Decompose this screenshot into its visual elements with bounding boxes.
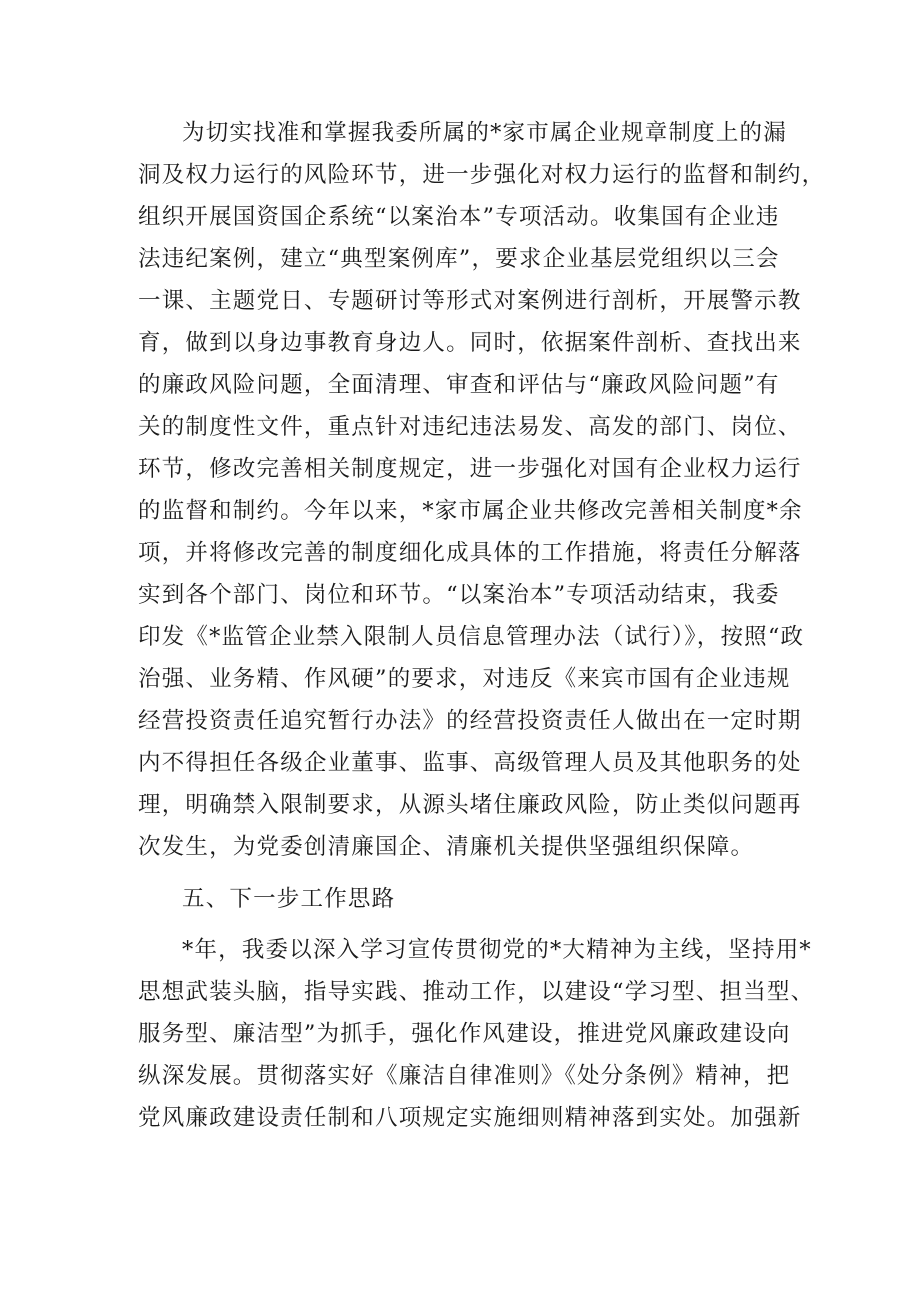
paragraph1-line: 一课、主题党日、专题研讨等形式对案例进行剖析，开展警示教 — [138, 288, 802, 314]
paragraph1-line: 的廉政风险问题，全面清理、审查和评估与“廉政风险问题”有 — [138, 372, 780, 398]
paragraph1-line: 实到各个部门、岗位和环节。“以案治本”专项活动结束，我委 — [138, 582, 780, 608]
paragraph1-line: 洞及权力运行的风险环节，进一步强化对权力运行的监督和制约， — [138, 162, 826, 188]
paragraph2-line: 纵深发展。贯彻落实好《廉洁自律准则》《处分条例》精神，把 — [138, 1063, 791, 1089]
paragraph2-line: 思想武装头脑，指导实践、推动工作，以建设“学习型、担当型、 — [138, 979, 815, 1005]
paragraph1-line: 组织开展国资国企系统“以案治本”专项活动。收集国有企业违 — [138, 204, 780, 230]
paragraph1-line: 印发《*监管企业禁入限制人员信息管理办法（试行）》，按照“政 — [138, 624, 805, 650]
paragraph1-line: 为切实找准和掌握我委所属的*家市属企业规章制度上的漏 — [182, 120, 787, 146]
paragraph1-line: 育，做到以身边事教育身边人。同时，依据案件剖析、查找出来 — [138, 330, 802, 356]
paragraph1-line: 的监督和制约。今年以来，*家市属企业共修改完善相关制度*余 — [138, 498, 803, 524]
paragraph1-line: 治强、业务精、作风硬”的要求，对违反《来宾市国有企业违规 — [138, 666, 791, 692]
paragraph1-line: 关的制度性文件，重点针对违纪违法易发、高发的部门、岗位、 — [138, 414, 802, 440]
paragraph1-line: 环节，修改完善相关制度规定，进一步强化对国有企业权力运行 — [138, 456, 802, 482]
paragraph1-line: 次发生，为党委创清廉国企、清廉机关提供坚强组织保障。 — [138, 834, 755, 860]
paragraph1-line: 理，明确禁入限制要求，从源头堵住廉政风险，防止类似问题再 — [138, 792, 802, 818]
paragraph2-line: *年，我委以深入学习宣传贯彻党的*大精神为主线，坚持用* — [182, 937, 812, 963]
paragraph2-line: 党风廉政建设责任制和八项规定实施细则精神落到实处。加强新 — [138, 1105, 802, 1131]
paragraph2-line: 服务型、廉洁型”为抓手，强化作风建设，推进党风廉政建设向 — [138, 1021, 791, 1047]
paragraph1-line: 项，并将修改完善的制度细化成具体的工作措施，将责任分解落 — [138, 540, 802, 566]
paragraph1-line: 经营投资责任追究暂行办法》的经营投资责任人做出在一定时期 — [138, 708, 802, 734]
section-heading: 五、下一步工作思路 — [182, 886, 396, 912]
paragraph1-line: 法违纪案例，建立“典型案例库”，要求企业基层党组织以三会 — [138, 246, 780, 272]
paragraph1-line: 内不得担任各级企业董事、监事、高级管理人员及其他职务的处 — [138, 750, 802, 776]
